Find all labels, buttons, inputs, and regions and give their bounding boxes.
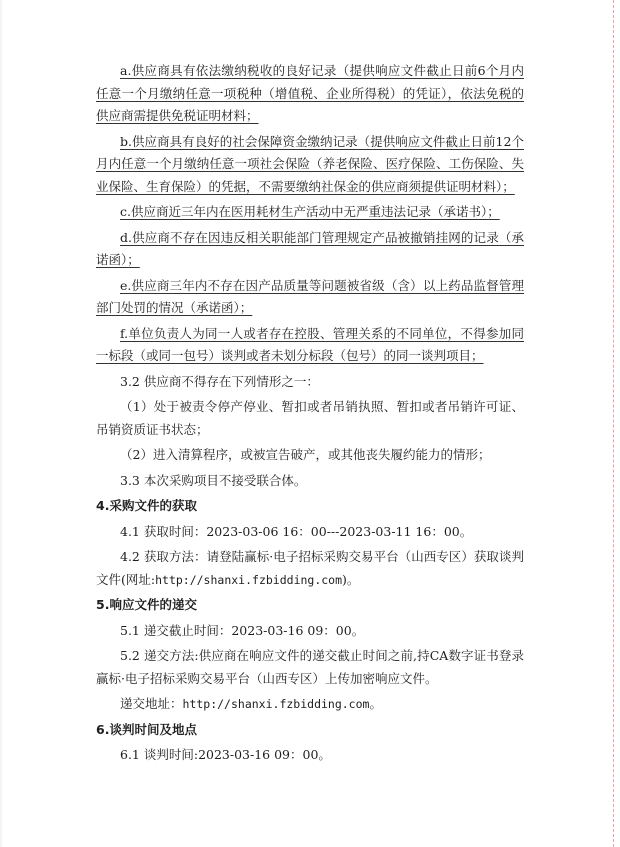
section-3-3: 3.3 本次采购项目不接受联合体。 [120,472,307,488]
section-6-1: 6.1 谈判时间:2023-03-16 09：00。 [120,747,331,762]
scan-right-edge [613,0,614,847]
item-f [96,323,524,368]
section-4-2-url: http://shanxi.fzbidding.com [155,572,343,587]
section-5-address [96,693,524,716]
section-4-2-end: )。 [342,571,360,587]
heading-4: 4.采购文件的获取 [96,498,197,513]
item-e-text: e.供应商三年内不存在因产品质量等问题被省级（含）以上药品监督管理部门处罚的情况（承诺函）； [96,277,524,315]
address-label: 递交地址： [120,696,183,711]
item-d-text: d.供应商不存在因违反相关职能部门管理规定产品被撤销挂网的记录（承诺函）； [96,229,524,267]
section-5-1: 5.1 递交截止时间：2023-03-16 09：00。 [120,622,365,638]
section-4-1: 4.1 获取时间：2023-03-06 16：00---2023-03-11 16：00。 [120,523,473,539]
address-url: http://shanxi.fzbidding.com [182,697,370,711]
section-4-2 [96,546,524,591]
document-page [96,60,524,767]
item-d [96,227,524,272]
section-5-2: 5.2 递交方法:供应商在响应文件的递交截止时间之前,持CA数字证书登录赢标·电子招标采购交易平台（山西专区）上传加密响应文件。 [96,648,524,686]
heading-5: 5.响应文件的递交 [96,597,197,612]
section-4-2-text: 4.2 获取方法：请登陆赢标·电子招标采购交易平台（山西专区）获取谈判文件(网址: [96,549,524,587]
scan-left-edge [0,0,2,847]
heading-6: 6.谈判时间及地点 [96,721,197,737]
section-3-2: 3.2 供应商不得存在下列情形之一： [120,373,319,389]
item-a [96,60,524,128]
item-f-text: f.单位负责人为同一人或者存在控股、管理关系的不同单位，不得参加同一标段（或同一包号）谈判或者未划分标段（包号）的同一谈判项目； [96,325,524,363]
address-end: 。 [369,696,382,711]
item-c [96,201,524,224]
item-b-text: b.供应商具有良好的社会保障资金缴纳记录（提供响应文件截止日前12个月内任意一个月缴纳任意一项社会保险（养老保险、医疗保险、工伤保险、失业保险、生育保险）的凭据，不需要缴纳社保金的供应商须提供证明材料）； [96,133,524,194]
item-e [96,275,524,320]
item-b [96,131,524,199]
section-3-2-1: （1）处于被责令停产停业、暂扣或者吊销执照、暂扣或者吊销许可证、吊销资质证书状态； [96,399,524,437]
item-c-text: c.供应商近三年内在医用耗材生产活动中无严重违法记录（承诺书）； [120,204,500,219]
section-3-2-2: （2）进入清算程序，或被宣告破产，或其他丧失履约能力的情形； [120,447,491,462]
item-a-text: a.供应商具有依法缴纳税收的良好记录（提供响应文件截止日前6个月内任意一个月缴纳任意一项税种（增值税、企业所得税）的凭证），依法免税的供应商需提供免税证明材料； [96,63,524,123]
